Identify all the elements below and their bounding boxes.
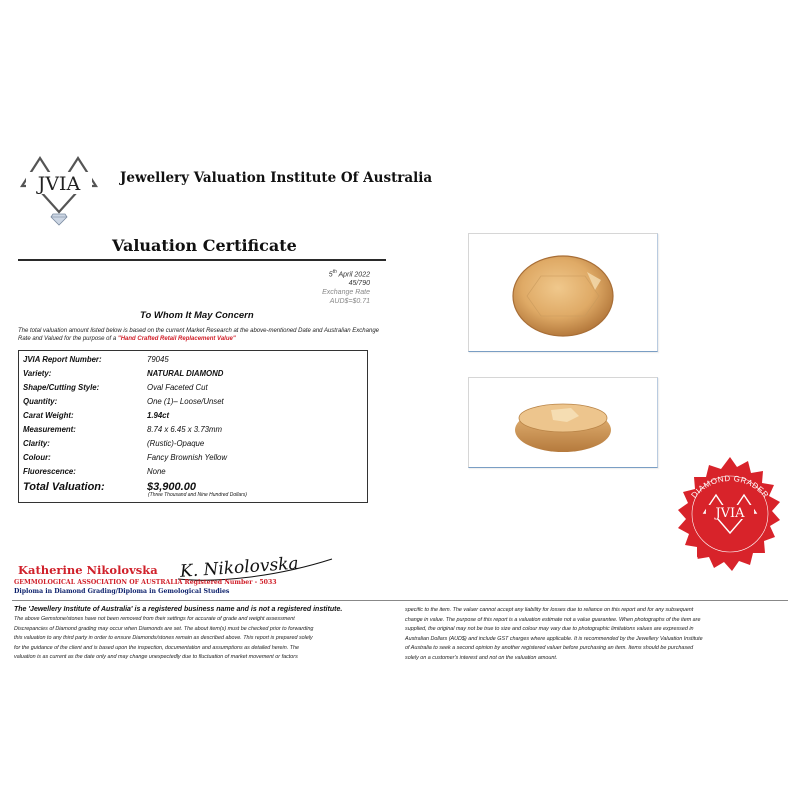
jvia-logo [18, 148, 100, 230]
signatory-name: Katherine Nikolovska [18, 563, 158, 577]
svg-text:GEMMOLOGIST NO.5033: GEMMOLOGIST NO.5033 [690, 554, 770, 580]
intro-paragraph: The total valuation amount listed below is based on the current Market Research at the above-mentioned Date and Australian Exchange Rate and Valued for the purpose of a "Hand Crafted Retail Replacement Value" [18, 328, 379, 342]
salutation: To Whom It May Concern [140, 310, 254, 321]
certificate-meta [270, 268, 370, 306]
gem-photo-top [468, 233, 658, 352]
org-name: Jewellery Valuation Institute Of Australia [120, 170, 433, 186]
logo-text: JVIA [37, 173, 81, 195]
exchange-label: Exchange Rate [322, 289, 370, 297]
diploma-line: Diploma in Diamond Grading/Diploma in Gemological Studies [14, 588, 230, 595]
svg-text:K. Nikolovska: K. Nikolovska [179, 553, 300, 582]
seal-text: JVIA [715, 506, 745, 521]
svg-text:DIAMOND GRADER: DIAMOND GRADER [689, 473, 771, 500]
certificate-ref: 45/790 [348, 280, 370, 288]
exchange-value: AUD$=$0.71 [329, 298, 370, 306]
diamond-grader-seal [664, 447, 796, 607]
gem-photo-side [468, 377, 658, 468]
details-table: JVIA Report Number: 79045 Variety: NATURAL DIAMOND Shape/Cutting Style: Oval Faceted Cut Quantity: One (1)– Loose/Unset Carat Weight: 1.94ct Measurement: 8.74 x 6.45 x 3.73mm Clarity: (Rustic)-Opaque Colour: Fancy Brownish Yellow Fluorescence: None Total Valuation: $3,900.00 [18, 350, 368, 503]
disclaimer-heading: The 'Jewellery Institute of Australia' is a registered business name and is not a registered institute. [14, 606, 343, 613]
disclaimer-right: specific to the item. The valuer cannot accept any liability for losses due to reliance on this report and for any subsequent change in value. The purpose of this report is a valuation estimate not a value guarantee. When photographs of the item are supplied, the original may not be true to size and colour may vary due to photographic limitations values are expressed in Australian Dollars (AUD$) and include GST charges where applicable. It is recommended by the Jewellery Valuation Institute of Australia to seek a second opinion by another registered valuer before purchasing an item. Items should be purchased solely on a customer's interest and not on the valuation amount. [405, 607, 703, 661]
association-line: GEMMOLOGICAL ASSOCIATION OF AUSTRALIA Registered Number - 5033 [14, 579, 277, 586]
certificate-title: Valuation Certificate [112, 236, 297, 255]
total-in-words: (Three Thousand and Nine Hundred Dollars) [148, 492, 247, 498]
disclaimer-left: The above Gemstone/stones have not been removed from their settings for accurate of grade and weight assessment Discrepancies of Diamond grading may occur when Diamonds are set. The about item(s) must be checked prior to forwarding this valuation to any third party in order to ensure Diamonds/stones remain as described above. This report is prepared solely for the guidance of the client and is based upon the inspection, documentation and assumptions as detailed herein. The valuation is as current as the date only and may change unexpectedly due to fluctuation of market movement or factors [14, 616, 314, 660]
title-divider [18, 259, 386, 261]
certificate-date: 5th April 2022 [328, 269, 370, 279]
